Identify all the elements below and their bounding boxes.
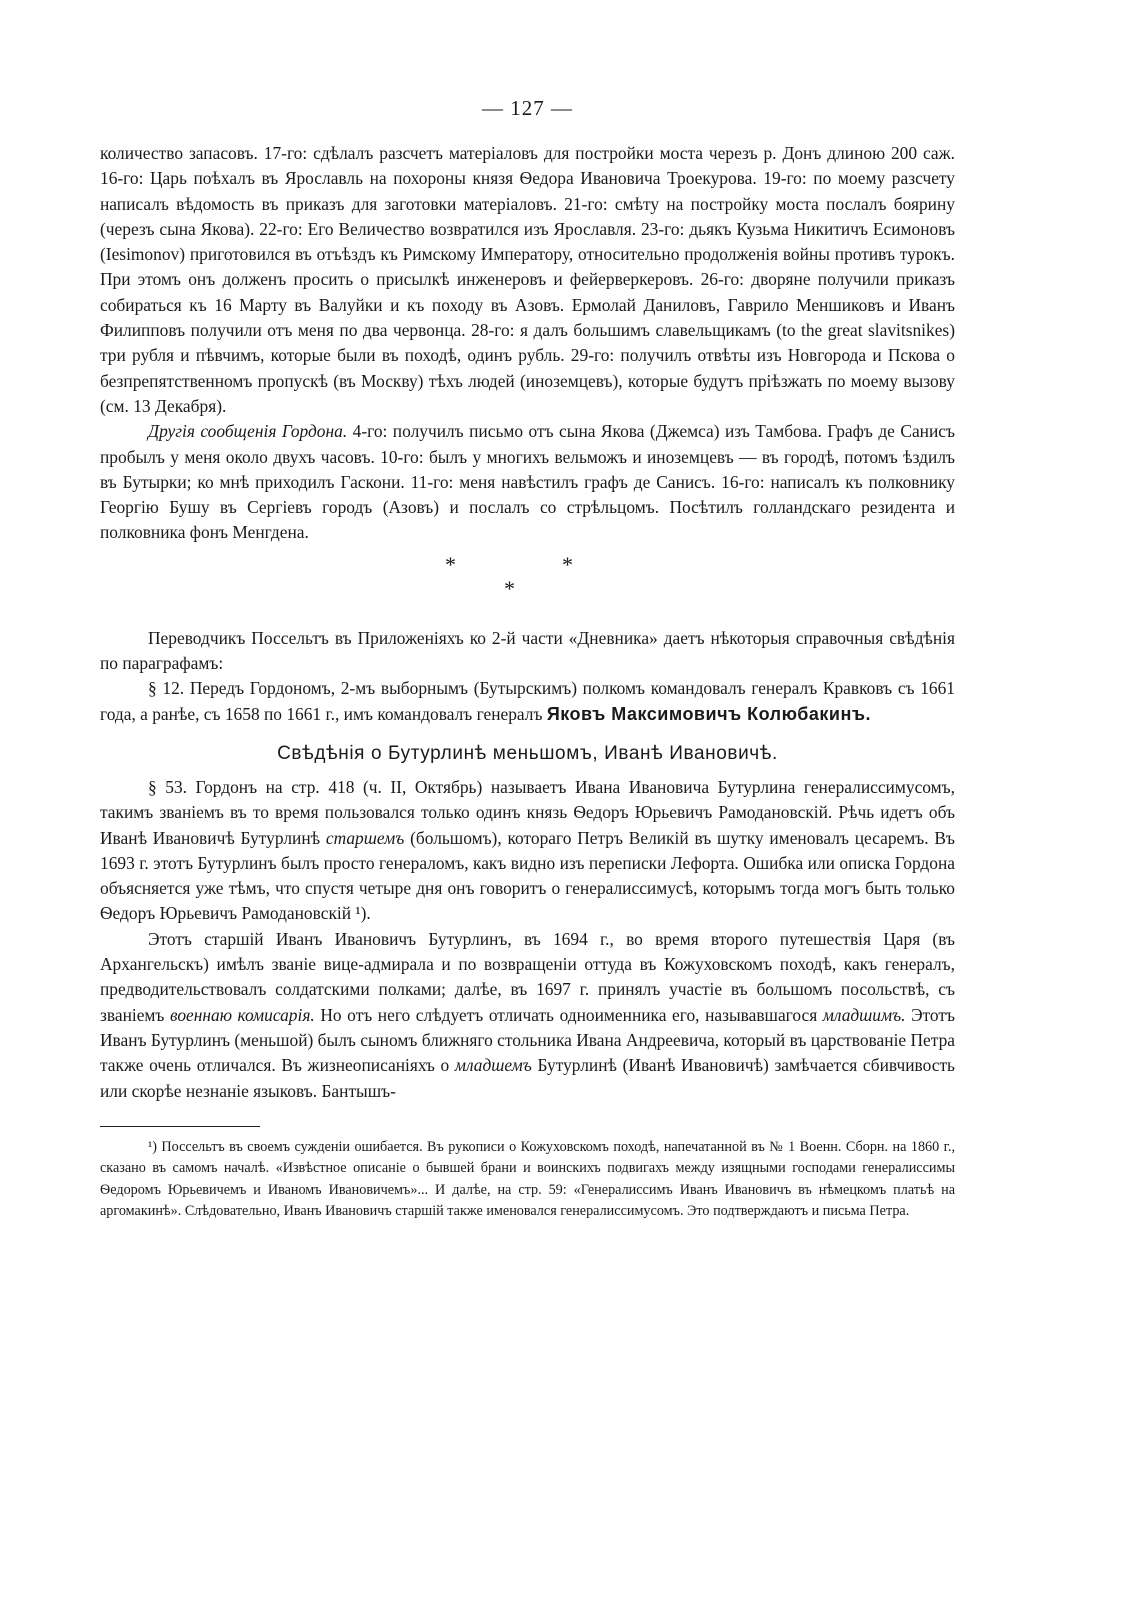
highlighted-name: Яковъ Максимовичъ Колюбакинъ. bbox=[546, 703, 871, 724]
paragraph-text: (большомъ), котораго Петръ Великій въ шутку именовалъ цесаремъ. Въ 1693 г. этотъ Бутурлинъ былъ просто генераломъ, какъ видно изъ переписки Лефорта. Ошибка или описка Гордона объясняется уже тѣмъ, что спустя четыре дня онъ говоритъ о генералиссимусѣ, которымъ тогда могъ быть только Ѳедоръ Юрьевичъ Рамодановскій ¹). bbox=[100, 827, 955, 924]
footnote bbox=[100, 1137, 955, 1223]
footnote-rule bbox=[100, 1126, 260, 1127]
italic-word: младшемъ bbox=[454, 1055, 532, 1076]
paragraph-text: 4-го: получилъ письмо отъ сына Якова (Джемса) изъ Тамбова. Графъ де Санисъ пробылъ у меня около двухъ часовъ. 10-го: былъ у многихъ вельможъ и иноземцевъ — въ городѣ, потомъ ѣздилъ въ Бутырки; ко мнѣ приходилъ Гаскони. 11-го: меня навѣстилъ графъ де Санисъ. 16-го: написалъ къ полковнику Георгію Бушу въ Сергіевъ городъ (Азовъ) и послалъ со стрѣльцомъ. Посѣтилъ голландскаго резидента и полковника фонъ Менгдена. bbox=[100, 421, 955, 543]
asterism-divider bbox=[100, 552, 955, 610]
paragraph-text: Бутурлинѣ (Иванѣ Ивановичѣ) замѣчается сбивчивость или скорѣе незнаніе языковъ. Бантышъ- bbox=[100, 1055, 955, 1101]
paragraph-section-12 bbox=[100, 676, 955, 727]
italic-word: младшимъ. bbox=[822, 1004, 906, 1025]
paragraph-elder-buturlin bbox=[100, 927, 955, 1104]
paragraph-text: Но отъ него слѣдуетъ отличать одноименника его, называвшагося bbox=[320, 1004, 818, 1025]
body-text bbox=[100, 141, 955, 546]
italic-word: военнаю комисарія. bbox=[170, 1004, 315, 1025]
italic-word: старшемъ bbox=[325, 827, 405, 848]
asterisk: * bbox=[562, 551, 573, 577]
paragraph-section-53 bbox=[100, 775, 955, 927]
section-marker: § 12. bbox=[148, 678, 185, 699]
paragraph-diary-entries: количество запасовъ. 17-го: сдѣлалъ разсчетъ матеріаловъ для постройки моста черезъ р. Донъ длиною 200 саж. 16-го: Царь поѣхалъ въ Ярославль на похороны князя Ѳедора Ивановича Троекурова. 19-го: по моему разсчету написалъ вѣдомость въ приказъ для заготовки матеріаловъ. 21-го: смѣту на постройку моста послалъ боярину (черезъ сына Якова). 22-го: Его Величество возвратился изъ Ярославля. 23-го: дьякъ Кузьма Никитичъ Есимоновъ (Iesimonov) приготовился въ отъѣздъ къ Римскому Императору, относительно продолженія войны противъ турокъ. При этомъ онъ долженъ просить о присылкѣ инженеровъ и фейерверкеровъ. 26-го: дворяне получили приказъ собираться къ 16 Марту въ Валуйки и къ походу въ Азовъ. Ермолай Даниловъ, Гаврило Меншиковъ и Иванъ Филипповъ получили отъ меня по два червонца. 28-го: я далъ большимъ славельщикамъ (to the great slavitsnikes) три рубля и пѣвчимъ, которые были въ походѣ, одинъ рубль. 29-го: получилъ отвѣты изъ Новгорода и Пскова о безпрепятственномъ пропускѣ (въ Москву) тѣхъ людей (иноземцевъ), которые будутъ пріѣзжать по моему вызову (см. 13 Декабря). bbox=[100, 143, 955, 416]
paragraph-text: Передъ Гордономъ, 2-мъ выборнымъ (Бутырскимъ) полкомъ командовалъ генералъ Кравковъ съ 1661 года, а ранѣе, съ 1658 по 1661 г., имъ командовалъ генералъ bbox=[100, 678, 955, 724]
page-number: — 127 — bbox=[482, 96, 573, 120]
paragraph-text: Гордонъ на стр. 418 (ч. II, Октябрь) называетъ Ивана Ивановича Бутурлина генералиссимусомъ, такимъ званіемъ въ то время пользовался только одинъ князь Ѳедоръ Юрьевичъ Рамодановскій. Рѣчь идетъ объ Иванѣ Ивановичѣ Бутурлинѣ bbox=[100, 776, 955, 848]
asterisk: * bbox=[504, 575, 515, 601]
footnote-text: ¹) Поссельтъ въ своемъ сужденіи ошибается. Въ рукописи о Кожуховскомъ походѣ, напечатанной въ № 1 Военн. Сборн. на 1860 г., сказано въ самомъ началѣ. «Извѣстное описаніе о бывшей брани и воинскихъ подвигахъ между изящными господами генералиссимы Ѳедоромъ Юрьевичемъ и Иваномъ Ивановичемъ»... И далѣе, на стр. 59: «Генералиссимъ Иванъ Ивановичъ въ нѣмецкомъ платьѣ на аргомакинѣ». Слѣдовательно, Иванъ Ивановичъ старшій также именовался генералиссимусомъ. Это подтверждаютъ и письма Петра. bbox=[100, 1138, 955, 1220]
section-heading: Свѣдѣнія о Бутурлинѣ меньшомъ, Иванѣ Ивановичѣ. bbox=[277, 742, 778, 764]
italic-heading: Другія сообщенія Гордона. bbox=[148, 421, 348, 442]
page bbox=[100, 96, 955, 1223]
section-marker: § 53. bbox=[148, 776, 187, 797]
appendix-text bbox=[100, 626, 955, 727]
buturlin-text bbox=[100, 775, 955, 1104]
paragraph-text: Этотъ старшій Иванъ Ивановичъ Бутурлинъ, въ 1694 г., во время второго путешествія Царя (въ Архангельскъ) имѣлъ званіе вице-адмирала и по возвращеніи оттуда въ Кожуховскомъ походѣ, какъ генералъ, предводительствовалъ солдатскими полками; далѣе, въ 1697 г. принялъ участіе въ большомъ посольствѣ, съ званіемъ bbox=[100, 928, 955, 1025]
paragraph-text: Этотъ Иванъ Бутурлинъ (меньшой) былъ сыномъ ближняго стольника Ивана Андреевича, который въ царствованіе Петра также очень отличался. Въ жизнеописаніяхъ о bbox=[100, 1004, 955, 1076]
asterisk: * bbox=[445, 551, 456, 577]
paragraph-other-messages bbox=[100, 419, 955, 545]
paragraph-translator-note: Переводчикъ Поссельтъ въ Приложеніяхъ ко 2-й части «Дневника» даетъ нѣкоторыя справочныя свѣдѣнія по параграфамъ: bbox=[100, 627, 955, 674]
